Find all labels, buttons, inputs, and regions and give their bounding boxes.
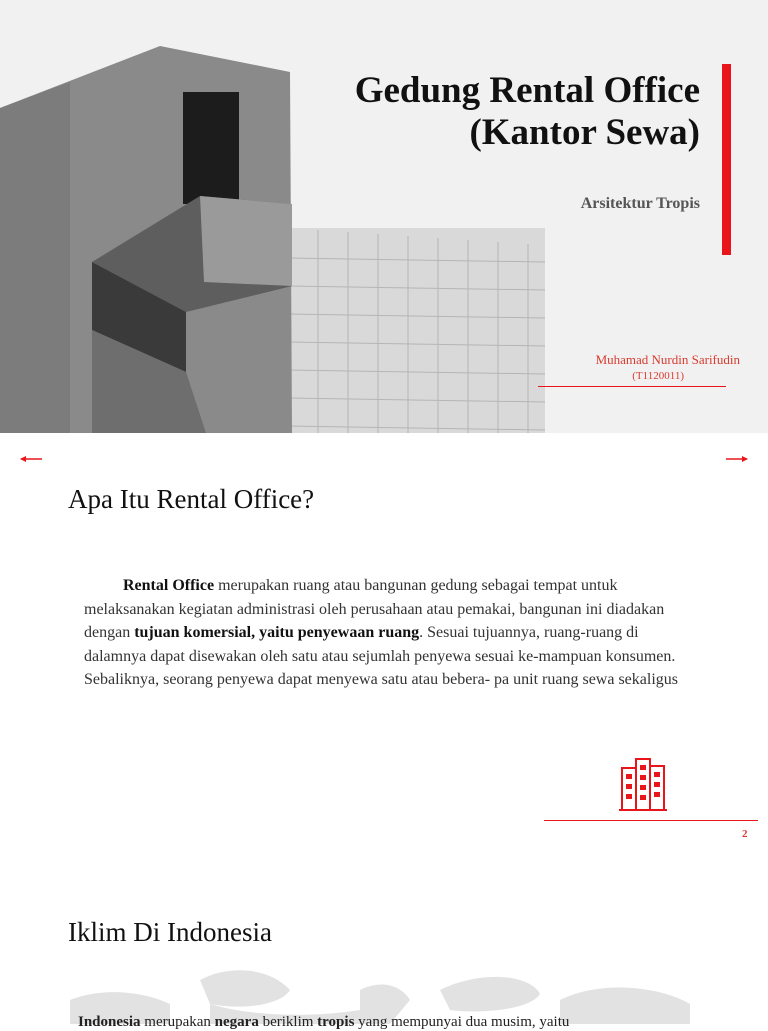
building-icon — [618, 756, 668, 812]
description-part-1: merupakan ruang atau bangunan gedung sebagai tempat untuk melaksanakan kegiatan administrasi oleh perusahaan atau pemakai, bangunan ini diadakan dengan — [84, 577, 665, 641]
title-line-1: Gedung Rental Office — [354, 70, 700, 111]
iklim-text-part-1: merupakan — [140, 1014, 215, 1030]
next-slide-button[interactable] — [724, 447, 750, 471]
subtitle: Arsitektur Tropis — [580, 195, 700, 212]
arrow-right-icon — [724, 447, 750, 471]
slide-divider — [544, 820, 758, 821]
building-photo — [0, 0, 545, 433]
accent-bar — [722, 64, 731, 255]
cover-slide — [0, 0, 768, 433]
presentation-title — [355, 70, 700, 154]
page-number: 2 — [742, 828, 748, 840]
slide-heading-iklim: Iklim Di Indonesia — [68, 917, 272, 947]
slide-heading-rental-office: Apa Itu Rental Office? — [68, 484, 315, 514]
description-emphasis: tujuan komersial, yaitu penyewaan ruang — [134, 624, 420, 641]
term-tropis: tropis — [317, 1014, 355, 1030]
iklim-text-part-3: yang mempunyai dua musim, yaitu — [354, 1014, 570, 1030]
term-rental-office: Rental Office — [123, 577, 215, 594]
iklim-description — [78, 1014, 569, 1031]
description-part-2: . Sesuai tujuannya, ruang-ruang di dalamnya dapat disewakan oleh satu atau sejumlah penyewa sesuai ke-mampuan konsumen. Sebaliknya, seorang penyewa dapat menyewa satu atau bebera- pa unit ruang sewa sekaligus — [84, 624, 678, 688]
rental-office-description — [84, 574, 694, 692]
iklim-text-part-2: beriklim — [258, 1014, 318, 1030]
term-negara: negara — [214, 1014, 259, 1030]
term-indonesia: Indonesia — [78, 1014, 141, 1030]
arrow-left-icon — [18, 447, 44, 471]
author-id: (T1120011) — [632, 370, 684, 382]
author-divider — [538, 386, 726, 387]
author-name: Muhamad Nurdin Sarifudin — [595, 352, 740, 367]
previous-slide-button[interactable] — [18, 447, 44, 471]
title-line-2: (Kantor Sewa) — [469, 112, 700, 153]
